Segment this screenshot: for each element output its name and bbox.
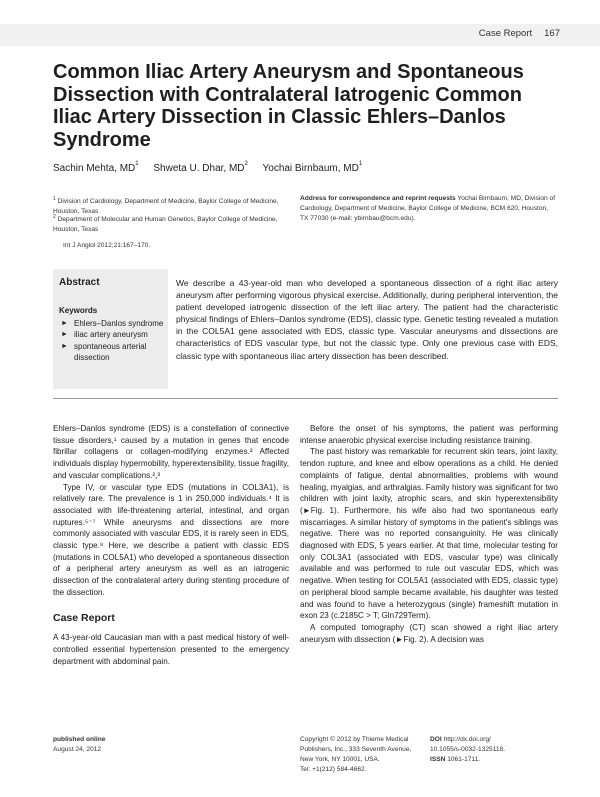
keyword-text: spontaneous arterial dissection — [74, 341, 147, 362]
author-affil-sup: 2 — [244, 161, 248, 167]
keyword-item — [61, 341, 169, 364]
body-paragraph: A 43-year-old Caucasian man with a past medical history of well-controlled essential hypertension presented to the emergency department with abdominal pain. — [53, 633, 289, 666]
keyword-item — [61, 329, 169, 340]
article-title: Common Iliac Artery Aneurysm and Spontaneous Dissection with Contralateral Iatrogenic Common Iliac Artery Dissection in Classic Ehlers–Danlos Syndrome — [53, 61, 524, 151]
citation: Int J Angiol 2012;21:167–170. — [63, 242, 151, 249]
page-number: 167 — [544, 28, 560, 39]
author-name: Sachin Mehta, MD — [53, 163, 136, 174]
issn-label: ISSN — [430, 756, 446, 763]
publication-info — [53, 735, 105, 755]
author-list — [53, 163, 362, 174]
keyword-text: Ehlers–Danlos syndrome — [74, 319, 164, 328]
arrow-icon: ► — [61, 320, 68, 327]
affiliation — [53, 212, 283, 236]
copyright-info — [300, 735, 420, 775]
body-column-left — [53, 423, 289, 667]
running-head — [479, 28, 560, 39]
copyright-line: New York, NY 10001, USA. — [300, 756, 380, 763]
keyword-text: iliac artery aneurysm — [74, 330, 148, 340]
affiliation-text: Division of Cardiology, Department of Medicine, Baylor College of Medicine, Houston, Texas — [53, 198, 279, 216]
doi-value: 10.1055/s-0032-1325118. — [430, 746, 506, 753]
doi-info — [430, 735, 558, 765]
correspondence-label: Address for correspondence and reprint requests — [300, 195, 456, 202]
body-paragraph: Ehlers–Danlos syndrome (EDS) is a constellation of connective tissue disorders,¹ caused by a mutation in genes that encode fibrillar collagens or collagen-modifying enzymes.² Affected individuals display hypermobility, hyperextensibility, tissue fragility, and vascular complications.²,³ — [53, 424, 289, 480]
abstract-text: We describe a 43-year-old man who developed a spontaneous dissection of a right iliac artery aneurysm after performing vigorous physical exercise. Additionally, during peripheral intervention, the patient developed iatrogenic dissection of the left iliac artery. The patient had the characteristic physical findings of Ehlers–Danlos syndrome (EDS), classic type. Genetic testing revealed a mutation in the COL5A1 gene associated with EDS, classic type. Vascular aneurysms and dissections are characteristics of EDS vascular type, but not the classic type. Only one previous case with EDS, classic type with spontaneous iliac artery dissection has been described. — [176, 278, 558, 361]
author-affil-sup: 1 — [358, 161, 363, 167]
keyword-list — [61, 318, 169, 363]
author-name: Yochai Birnbaum, MD — [262, 163, 359, 174]
affiliation-sup: 2 — [53, 214, 56, 220]
correspondence-text: Yochai Birnbaum, MD, Division of Cardiology, Department of Medicine, Baylor College of Medicine, BCM 620, Houston, TX 77030 (e-mail: ybirnbau@bcm.edu). — [300, 195, 556, 223]
doi-link[interactable]: http://dx.doi.org/ — [443, 736, 491, 743]
published-date: August 24, 2012 — [53, 746, 102, 753]
affiliation-text: Department of Molecular and Human Genetics, Baylor College of Medicine, Houston, Texas — [53, 216, 278, 234]
copyright-line: Publishers, Inc., 333 Seventh Avenue, — [300, 746, 412, 753]
abstract-heading: Abstract — [59, 277, 100, 288]
author-name: Shweta U. Dhar, MD — [153, 163, 245, 174]
case-report-heading: Case Report — [53, 611, 115, 624]
correspondence — [300, 194, 558, 225]
doi-label: DOI — [430, 736, 442, 743]
copyright-line: Tel: +1(212) 584-4662. — [300, 766, 367, 773]
running-head-section: Case Report — [478, 28, 533, 39]
affiliation-sup: 1 — [53, 196, 56, 202]
keyword-item — [61, 318, 169, 329]
arrow-icon: ► — [61, 331, 68, 339]
abstract-divider — [53, 398, 558, 399]
body-column-right — [300, 423, 558, 645]
body-paragraph: A computed tomography (CT) scan showed a right iliac artery aneurysm with dissection (►Fig. 2). A decision was — [300, 622, 558, 644]
issn-value: 1061-1711. — [447, 756, 481, 763]
published-label: published online — [53, 736, 106, 743]
keywords-heading: Keywords — [59, 306, 98, 315]
body-paragraph: Type IV, or vascular type EDS (mutations in COL3A1), is relatively rare. The prevalence is 1 in 250,000 individuals.⁴ It is associated with life-threatening arterial, intestinal, and organ ruptures.⁵⁻⁷ While aneurysms and dissections are more commonly associated with vascular EDS, it is rarely seen in EDS, classic type.⁸ Here, we describe a patient with classic EDS (mutations in COL5A1) who developed a spontaneous dissection of a peripheral artery aneurysm as well as an iatrogenic dissection of the contralateral artery during stenting procedure of the dissection. — [53, 482, 289, 597]
copyright-line: Copyright © 2012 by Thieme Medical — [300, 736, 409, 743]
arrow-icon: ► — [61, 342, 68, 350]
body-paragraph: Before the onset of his symptoms, the patient was performing intense anaerobic physical exercise including resistance training. — [300, 424, 558, 445]
body-paragraph: The past history was remarkable for recurrent skin tears, joint laxity, tendon rupture, and knee and elbow operations as a child. He denied complaints of fatigue, dental abnormalities, problems with wound healing, myalgias, and arthralgias. Family history was significant for two children with joint laxity, atrophic scars, and skin hyperextensibility (►Fig. 1). Furthermore, his wife also had two spontaneous early miscarriages. A similar history of symptoms in the patient's siblings was negative. There was no reported consanguinity. He was clinically diagnosed with EDS, 5 years earlier. At that time, molecular testing for only COL3A1 (associated with EDS, vascular type) was clinically available and was performed to rule out vascular EDS, which was negative. When testing for COL5A1 (associated with EDS, classic type) on peripheral blood sample became available, his daughter was tested and was found to have a heterozygous (single) frameshift mutation in exon 23 (c.2185C > T; Gln729Term). — [300, 447, 558, 621]
author-affil-sup: 1 — [135, 161, 139, 167]
